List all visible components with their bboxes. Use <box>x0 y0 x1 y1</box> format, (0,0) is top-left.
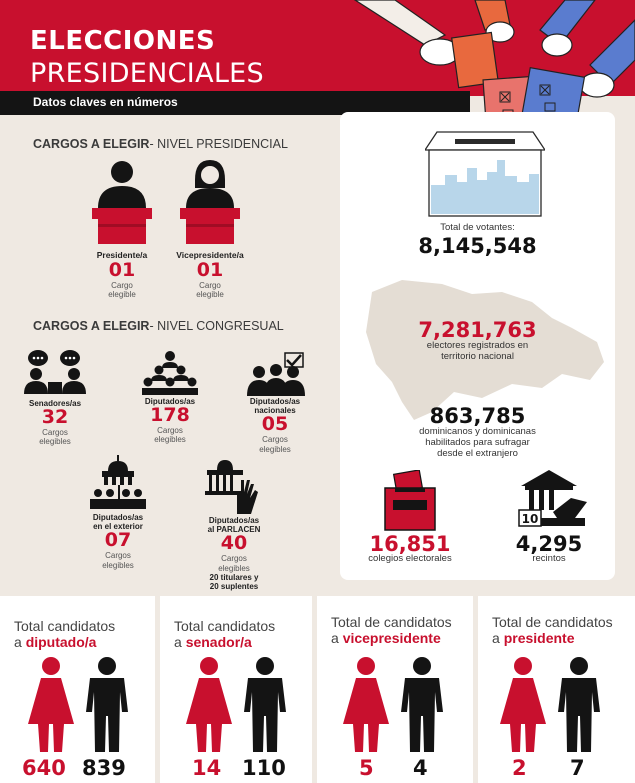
candidates-card-president: Total de candidatos a presidente 2 7 <box>478 596 635 783</box>
colegios-value: 16,851 <box>369 532 451 556</box>
national-voters-line1: electores registrados en <box>426 340 529 351</box>
recintos-building-icon <box>515 468 589 528</box>
man-icon <box>242 656 288 754</box>
recintos-icon-number: 10 <box>521 512 539 526</box>
vicepresident-icon <box>176 158 244 248</box>
woman-icon <box>498 656 548 754</box>
man-icon <box>399 656 445 754</box>
candidates-card-deputies: Total candidatos a diputado/a 640 839 <box>0 596 155 783</box>
voters-label: Total de votantes: <box>440 222 515 233</box>
congress-senators: Senadores/as 32 Cargos elegibles <box>28 399 82 447</box>
national-deputies-icon <box>245 352 307 396</box>
men-count: 110 <box>242 756 286 780</box>
senators-icon <box>22 348 88 396</box>
candidates-section <box>0 596 635 783</box>
men-count: 7 <box>570 756 585 780</box>
woman-icon <box>184 656 234 754</box>
candidates-card-vicepresident: Total de candidatos a vicepresidente 5 4 <box>317 596 473 783</box>
abroad-voters-line2: habilitados para sufragar <box>425 437 530 448</box>
role-president: Presidente/a 01 Cargo elegible <box>96 250 148 300</box>
congress-exterior-deputies: Diputados/as en el exterior 07 Cargos elegibles <box>92 513 144 570</box>
abroad-voters-line3: desde el extranjero <box>437 448 518 459</box>
women-count: 14 <box>192 756 222 780</box>
congress-national-deputies: Diputados/as nacionales 05 Cargos elegibles <box>249 397 301 454</box>
abroad-voters-line1: dominicanos y dominicanas <box>419 426 536 437</box>
congressional-title: CARGOS A ELEGIR- NIVEL CONGRESUAL <box>33 319 284 333</box>
recintos-label: recintos <box>532 553 566 564</box>
congress-deputies: Diputados/as 178 Cargos elegibles <box>144 397 196 445</box>
ballot-box-icon <box>425 130 545 220</box>
candidates-card-senators: Total candidatos a senador/a 14 110 <box>160 596 312 783</box>
recintos-value: 4,295 <box>515 532 583 556</box>
men-count: 839 <box>82 756 126 780</box>
parlacen-deputies-icon <box>203 458 267 514</box>
voters-value: 8,145,548 <box>418 234 537 258</box>
women-count: 640 <box>22 756 66 780</box>
man-icon <box>84 656 130 754</box>
title-line1: ELECCIONES <box>30 26 216 56</box>
deputies-icon <box>140 350 200 396</box>
colegios-ballot-icon <box>383 470 437 532</box>
men-count: 4 <box>413 756 428 780</box>
title-line2: PRESIDENCIALES <box>30 58 264 89</box>
woman-icon <box>341 656 391 754</box>
subtitle: Datos claves en números <box>33 95 178 109</box>
women-count: 5 <box>359 756 374 780</box>
abroad-voters-value: 863,785 <box>429 404 526 428</box>
national-voters-line2: territorio nacional <box>441 351 514 362</box>
woman-icon <box>26 656 76 754</box>
presidential-title: CARGOS A ELEGIR- NIVEL PRESIDENCIAL <box>33 137 288 151</box>
colegios-label: colegios electorales <box>368 553 452 564</box>
role-vicepresident: Vicepresidente/a 01 Cargo elegible <box>176 250 244 300</box>
national-voters-value: 7,281,763 <box>418 318 537 342</box>
man-icon <box>556 656 602 754</box>
women-count: 2 <box>512 756 527 780</box>
exterior-deputies-icon <box>88 455 148 511</box>
president-icon <box>88 158 156 248</box>
congress-parlacen: Diputados/as al PARLACEN 40 Cargos elegibles 20 titulares y 20 suplentes <box>207 516 261 591</box>
